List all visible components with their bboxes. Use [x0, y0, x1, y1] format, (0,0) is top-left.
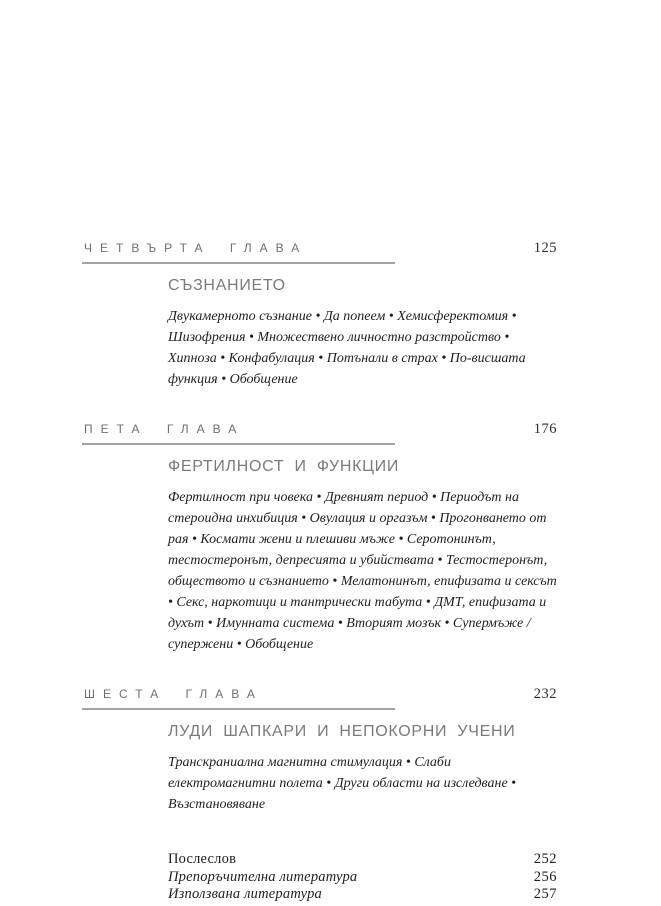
chapter-title: ЛУДИ ШАПКАРИ И НЕПОКОРНИ УЧЕНИ	[168, 723, 516, 740]
chapter-heading: ШЕСТА ГЛАВА	[84, 687, 263, 701]
chapter-topics: Двукамерното съзнание • Да попеем • Хемисферектомия • Шизофрения • Множествено личностно разстройство • Хипноза • Конфабулация • Потънали в страх • По-висшата функция • Обобщение	[168, 309, 526, 387]
toc-section-chapter-4	[84, 240, 557, 390]
chapter-page-number: 176	[533, 421, 557, 437]
backmatter-item-afterword	[168, 851, 557, 869]
chapter-page-number: 125	[533, 240, 557, 256]
chapter-heading: ПЕТА ГЛАВА	[84, 422, 245, 436]
toc-section-chapter-5	[84, 421, 557, 655]
backmatter-page-number: 257	[533, 886, 557, 902]
chapter-heading-row	[84, 686, 557, 703]
chapter-topics: Транскраниална магнитна стимулация • Слаби електромагнитни полета • Други области на изследване • Възстановяване	[168, 755, 517, 812]
chapter-body	[168, 458, 557, 655]
backmatter-label: Препоръчителна литература	[168, 868, 358, 885]
chapter-heading-row	[84, 240, 557, 257]
backmatter-item-used-literature	[168, 886, 557, 904]
chapter-heading-row	[84, 421, 557, 438]
chapter-topics: Фертилност при човека • Древният период • Периодът на стероидна инхибиция • Овулация и оргазъм • Прогонването от рая • Космати жени и плешиви мъже • Серотонинът, тестостеронът, депресията и убийствата • Тестостеронът, обществото и съзнанието • Мелатонинът, епифизата и сексът • Секс, наркотици и тантрически табута • ДМТ, епифизата и духът • Имунната система • Вторият мозък • Супермъже / супержени • Обобщение	[168, 490, 557, 652]
backmatter-label: Използвана литература	[168, 886, 322, 902]
chapter-heading: ЧЕТВЪРТА ГЛАВА	[84, 241, 308, 255]
chapter-title: СЪЗНАНИЕТО	[168, 277, 286, 294]
toc-section-chapter-6	[84, 686, 557, 815]
chapter-page-number: 232	[533, 686, 557, 702]
chapter-rule	[82, 262, 395, 264]
chapter-body	[168, 277, 557, 390]
toc-content	[84, 240, 557, 904]
backmatter-item-recommended-literature	[168, 869, 557, 887]
backmatter-page-number: 256	[533, 868, 557, 885]
chapter-rule	[82, 443, 395, 445]
backmatter-label: Послеслов	[168, 851, 237, 867]
back-matter-list	[168, 851, 557, 904]
chapter-body	[168, 723, 557, 815]
backmatter-page-number: 252	[533, 851, 557, 867]
chapter-title: ФЕРТИЛНОСТ И ФУНКЦИИ	[168, 458, 400, 475]
chapter-rule	[82, 708, 395, 710]
